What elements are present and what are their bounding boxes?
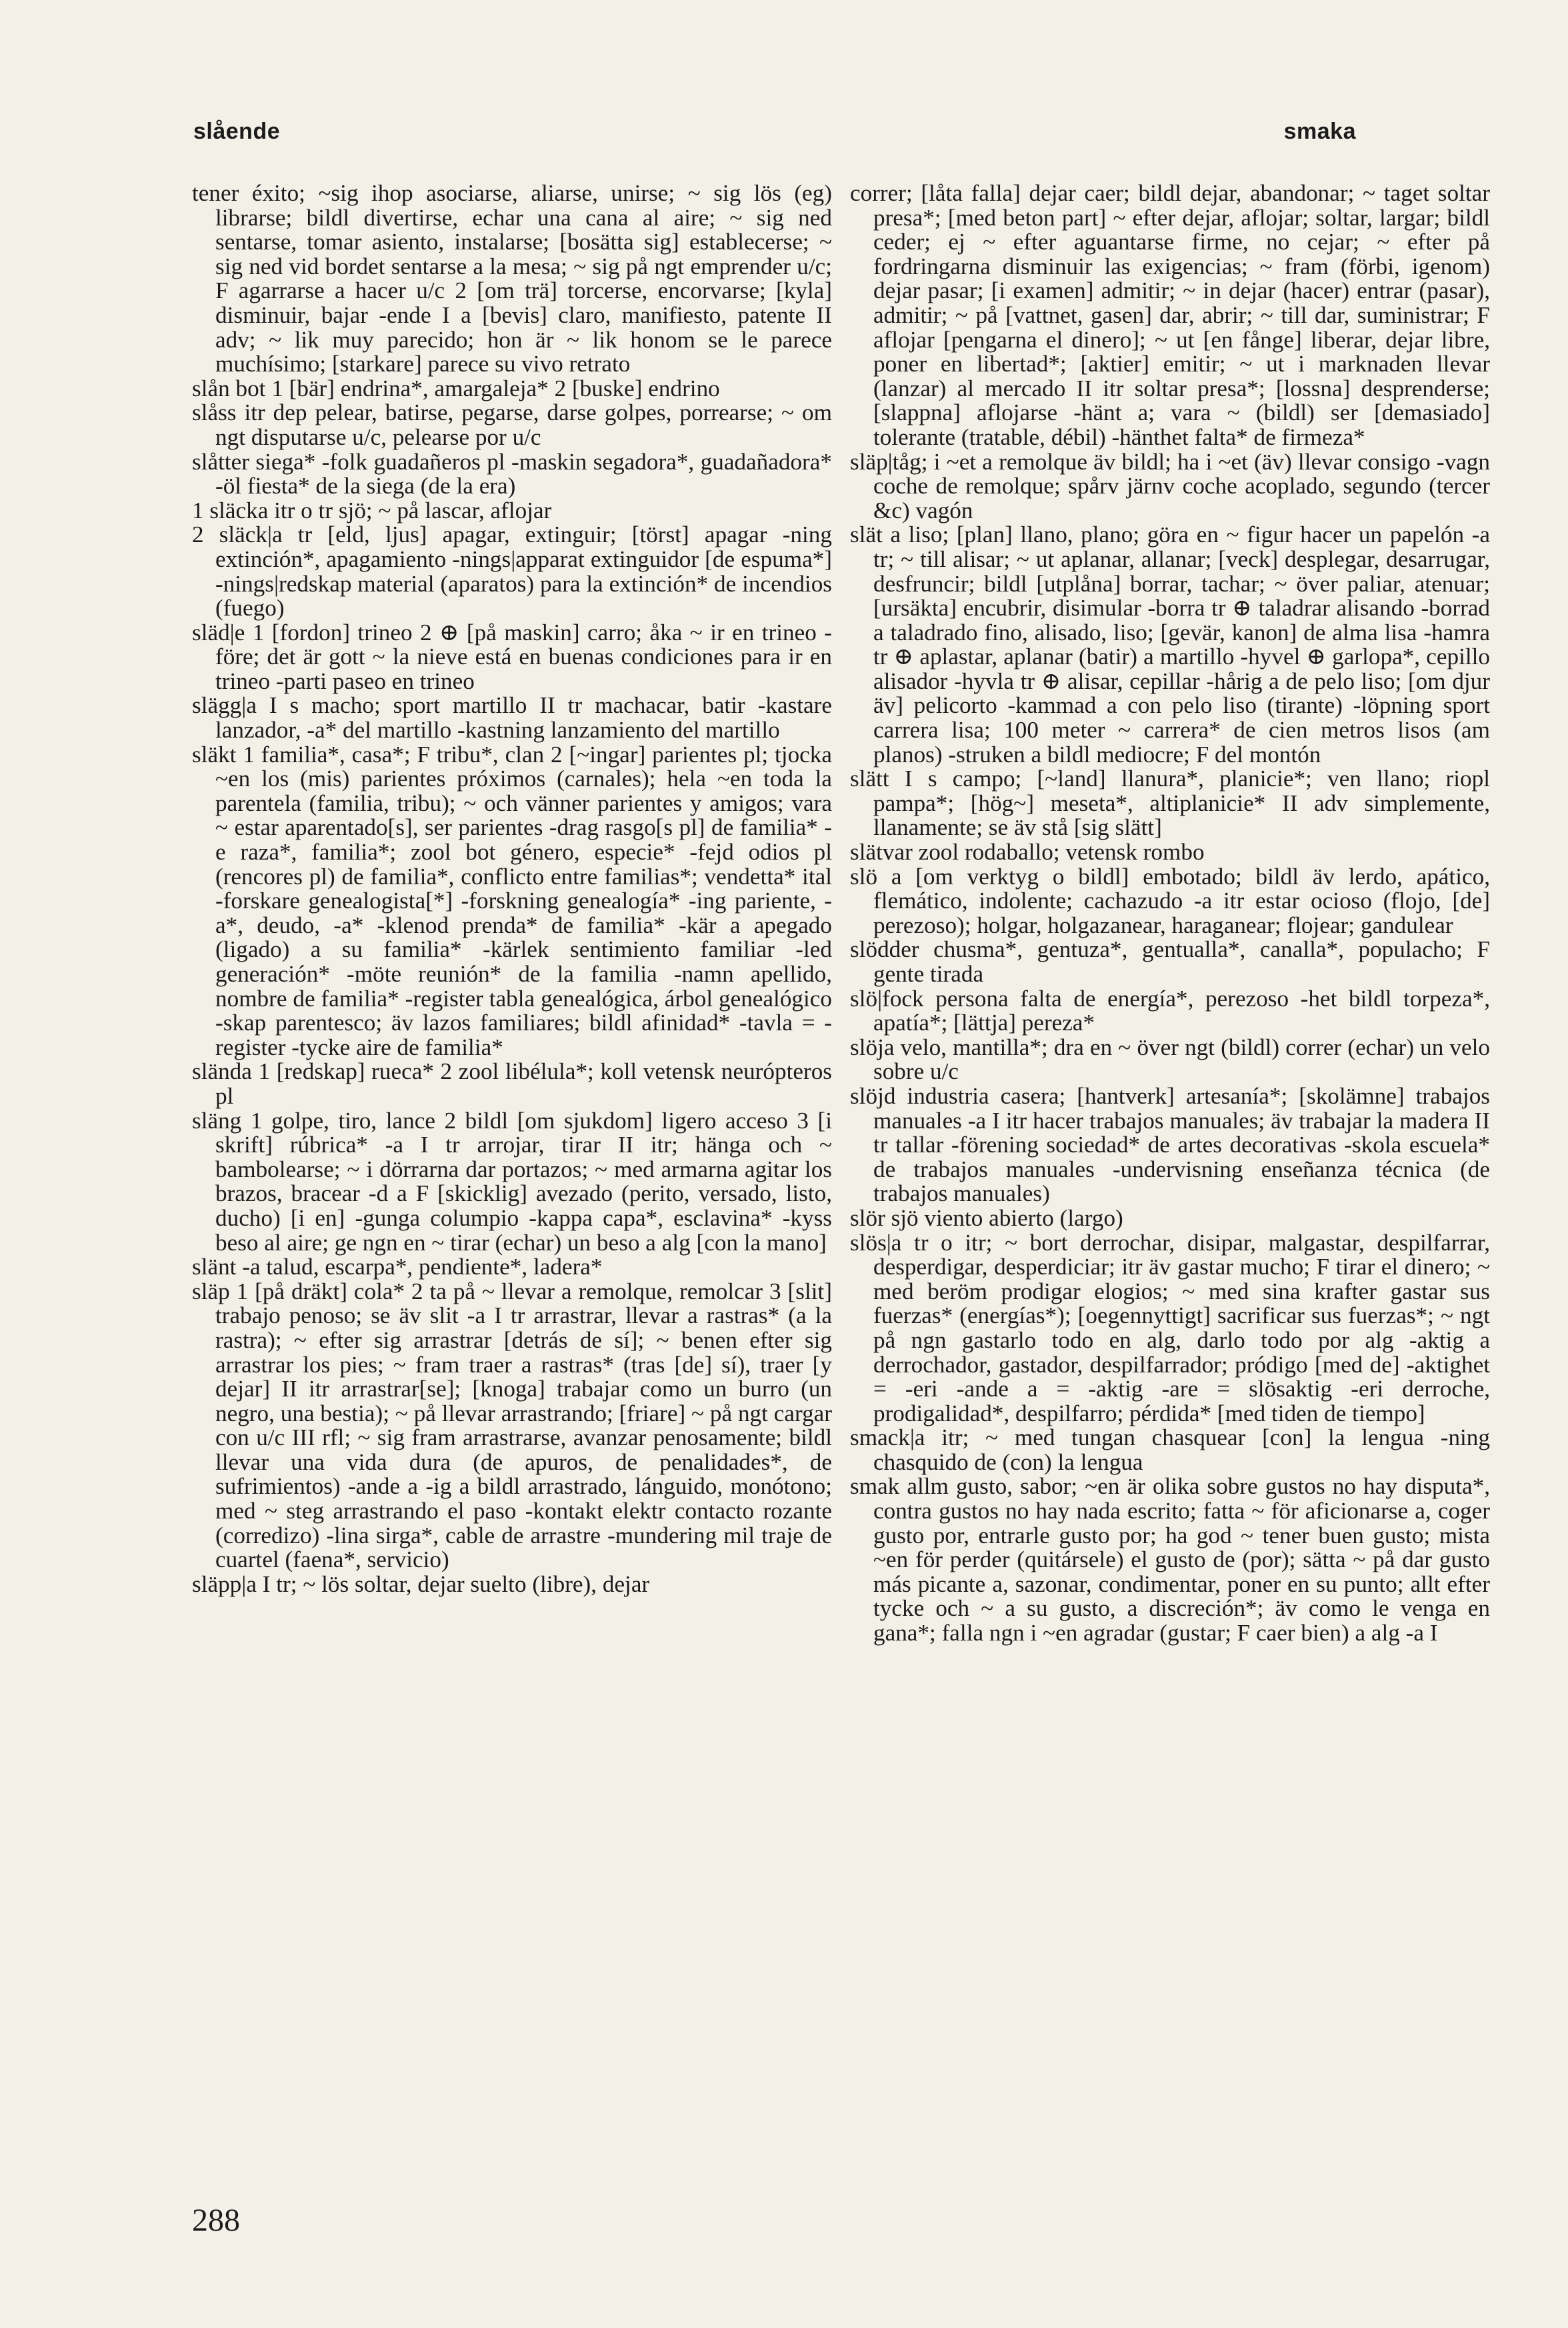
dictionary-entry: slåtter siega* -folk guadañeros pl -maskin segadora*, guadañadora* -öl fiesta* de la siega (de la era) <box>192 448 832 499</box>
dictionary-entry: släpp|a I tr; ~ lös soltar, dejar suelto (libre), dejar <box>192 1570 650 1597</box>
dictionary-entry: slöja velo, mantilla*; dra en ~ över ngt (bildl) correr (echar) un velo sobre u/c <box>850 1034 1490 1085</box>
dictionary-entry: slån bot 1 [bär] endrina*, amargaleja* 2 [buske] endrino <box>192 375 720 401</box>
left-column <box>192 181 832 1596</box>
dictionary-entry: slö a [om verktyg o bildl] embotado; bildl äv lerdo, apático, flemático, indolente; cachazudo -a itr estar ocioso (flojo, [de] perezoso); holgar, holgazanear, haraganear; flojear; gandulear <box>850 863 1490 938</box>
dictionary-entry: smack|a itr; ~ med tungan chasquear [con] la lengua -ning chasquido de (con) la lengua <box>850 1424 1490 1475</box>
dictionary-entry: 1 släcka itr o tr sjö; ~ på lascar, aflojar <box>192 497 552 523</box>
page-number: 288 <box>192 2203 240 2238</box>
right-column <box>850 181 1490 1646</box>
dictionary-entry: slåss itr dep pelear, batirse, pegarse, darse golpes, porrearse; ~ om ngt disputarse u/c, pelearse por u/c <box>192 399 832 450</box>
dictionary-entry: släp|tåg; i ~et a remolque äv bildl; ha i ~et (äv) llevar consigo -vagn coche de remolque; spårv järnv coche acoplado, segundo (tercer &c) vagón <box>850 448 1490 523</box>
running-head-right: smaka <box>1283 119 1356 144</box>
dictionary-entry: slö|fock persona falta de energía*, perezoso -het bildl torpeza*, apatía*; [lättja] pereza* <box>850 985 1490 1036</box>
dictionary-entry: slät a liso; [plan] llano, plano; göra en ~ figur hacer un papelón -a tr; ~ till alisar; ~ ut aplanar, allanar; [veck] desplegar, desarrugar, desfruncir; bildl [utplåna] borrar, tachar; ~ över paliar, atenuar; [ursäkta] encubrir, disimular -borra tr ⊕ taladrar alisando -borrad a taladrado fino, alisado, liso; [gevär, kanon] de alma lisa -hamra tr ⊕ aplastar, aplanar (batir) a martillo -hyvel ⊕ garlopa*, cepillo alisador -hyvla tr ⊕ alisar, cepillar -hårig a de pelo liso; [om djur äv] pelicorto -kammad a con pelo liso (tirante) -löpning sport carrera lisa; 100 meter ~ carrera* de cien metros lisos (am planos) -struken a bildl mediocre; F del montón <box>850 521 1490 768</box>
dictionary-entry: släng 1 golpe, tiro, lance 2 bildl [om sjukdom] ligero acceso 3 [i skrift] rúbrica* -a I tr arrojar, tirar II itr; hänga och ~ bambolearse; ~ i dörrarna dar portazos; ~ med armarna agitar los brazos, bracear -d a F [skicklig] avezado (perito, versado, listo, ducho) [i en] -gunga columpio -kappa capa*, esclavina* -kyss beso al aire; ge ngn en ~ tirar (echar) un beso a alg [con la mano] <box>192 1107 832 1256</box>
dictionary-entry: släd|e 1 [fordon] trineo 2 ⊕ [på maskin] carro; åka ~ ir en trineo -före; det är gott ~ la nieve está en buenas condiciones para ir en trineo -parti paseo en trineo <box>192 619 832 694</box>
dictionary-entry: släp 1 [på dräkt] cola* 2 ta på ~ llevar a remolque, remolcar 3 [slit] trabajo penoso; se äv slit -a I tr arrastrar, llevar a rastras* (a la rastra); ~ efter sig arrastrar [detrás de sí]; ~ benen efter sig arrastrar los pies; ~ fram traer a rastras* (tras [de] sí), traer [y dejar] II itr arrastrar[se]; [knoga] trabajar como un burro (un negro, una bestia); ~ på llevar arrastrando; [friare] ~ på ngt cargar con u/c III rfl; ~ sig fram arrastrarse, avanzar penosamente; bildl llevar una vida dura (de apuros, de penalidades*, de sufrimientos) -ande a -ig a bildl arrastrado, lánguido, monótono; med ~ steg arrastrando el paso -kontakt elektr contacto rozante (corredizo) -lina sirga*, cable de arrastre -mundering mil traje de cuartel (faena*, servicio) <box>192 1278 832 1573</box>
dictionary-entry: släkt 1 familia*, casa*; F tribu*, clan 2 [~ingar] parientes pl; tjocka ~en los (mis) parientes próximos (carnales); hela ~en toda la parentela (familia, tribu); ~ och vänner parientes y amigos; vara ~ estar aparentado[s], ser parientes -drag rasgo[s pl] de familia* -e raza*, familia*; zool bot género, especie* -fejd odios pl (rencores pl) de familia*, conflicto entre familias*; vendetta* ital -forskare genealogista[*] -forskning genealogía* -ing pariente, -a*, deudo, -a* -klenod prenda* de familia* -kär a apegado (ligado) a su familia* -kärlek sentimiento familiar -led generación* -möte reunión* de la familia -namn apellido, nombre de familia* -register tabla genealógica, árbol genealógico -skap parentesco; äv lazos familiares; bildl afinidad* -tavla = -register -tycke aire de familia* <box>192 741 832 1060</box>
dictionary-entry: correr; [låta falla] dejar caer; bildl dejar, abandonar; ~ taget soltar presa*; [med beton part] ~ efter dejar, aflojar; soltar, largar; bildl ceder; ej ~ efter aguantarse firme, no cejar; ~ efter på fordringarna disminuir las exigencias; ~ fram (förbi, igenom) dejar pasar; [i examen] admitir; ~ in dejar (hacer) entrar (pasar), admitir; ~ på [vattnet, gasen] dar, abrir; ~ till dar, suministrar; F aflojar [pengarna el dinero]; ~ ut [en fånge] liberar, dejar libre, poner en libertad*; [aktier] emitir; ~ ut i marknaden llevar (lanzar) al mercado II itr soltar presa*; [lossna] desprenderse; [slappna] aflojarse -hänt a; vara ~ (bildl) ser [demasiado] tolerante (tratable, débil) -hänthet falta* de firmeza* <box>850 180 1490 450</box>
dictionary-entry: slätvar zool rodaballo; vetensk rombo <box>850 839 1205 866</box>
dictionary-entry: 2 släck|a tr [eld, ljus] apagar, extinguir; [törst] apagar -ning extinción*, apagamiento -nings|apparat extinguidor [de espuma*] -nings|redskap material (aparatos) para la extinción* de incendios (fuego) <box>192 521 832 622</box>
dictionary-entry: slätt I s campo; [~land] llanura*, planicie*; ven llano; riopl pampa*; [hög~] meseta*, altiplanicie* II adv simplemente, llanamente; se äv stå [sig slätt] <box>850 766 1490 841</box>
dictionary-entry: slös|a tr o itr; ~ bort derrochar, disipar, malgastar, despilfarrar, desperdigar, desperdiciar; itr äv gastar mucho; F tirar el dinero; ~ med beröm prodigar elogios; ~ med sina krafter gastar sus fuerzas* (energías*); [oegennyttigt] sacrificar sus fuerzas*; ~ ngt på ngn gastarlo todo en alg, darlo todo por alg -aktig a derrochador, gastador, despilfarrador; pródigo [med de] -aktighet = -eri -ande a = -aktig -are = slösaktig -eri derroche, prodigalidad*, despilfarro; pérdida* [med tiden de tiempo] <box>850 1229 1490 1426</box>
running-head-left: slående <box>193 119 281 144</box>
dictionary-entry: slödder chusma*, gentuza*, gentualla*, canalla*, populacho; F gente tirada <box>850 936 1490 987</box>
dictionary-entry: tener éxito; ~sig ihop asociarse, aliarse, unirse; ~ sig lös (eg) librarse; bildl divertirse, echar una cana al aire; ~ sig ned sentarse, tomar asiento, instalarse; [bosätta sig] establecerse; ~ sig ned vid bordet sentarse a la mesa; ~ sig på ngt emprender u/c; F agarrarse a hacer u/c 2 [om trä] torcerse, encorvarse; [kyla] disminuir, bajar -ende I a [bevis] claro, manifiesto, patente II adv; ~ lik muy parecido; hon är ~ lik honom se le parece muchísimo; [starkare] parece su vivo retrato <box>192 180 832 377</box>
dictionary-entry: slägg|a I s macho; sport martillo II tr machacar, batir -kastare lanzador, -a* del martillo -kastning lanzamiento del martillo <box>192 692 832 744</box>
dictionary-entry: slänt -a talud, escarpa*, pendiente*, ladera* <box>192 1254 603 1280</box>
dictionary-entry: slöjd industria casera; [hantverk] artesanía*; [skolämne] trabajos manuales -a I itr hacer trabajos manuales; äv trabajar la madera II tr tallar -förening sociedad* de artes decorativas -skola escuela* de trabajos manuales -undervisning enseñanza técnica (de trabajos manuales) <box>850 1082 1490 1207</box>
dictionary-entry: smak allm gusto, sabor; ~en är olika sobre gustos no hay disputa*, contra gustos no hay nada escrito; fatta ~ för aficionarse a, coger gusto por, entrarle gusto por; ha god ~ tener buen gusto; mista ~en för perder (quitársele) el gusto de (por); sätta ~ på dar gusto más picante a, sazonar, condimentar, poner en su punto; allt efter tycke och ~ a su gusto, a discreción*; äv como le venga en gana*; falla ngn i ~en agradar (gustar; F caer bien) a alg -a I <box>850 1473 1490 1646</box>
dictionary-entry: slör sjö viento abierto (largo) <box>850 1204 1123 1231</box>
dictionary-entry: slända 1 [redskap] rueca* 2 zool libélula*; koll vetensk neurópteros pl <box>192 1058 832 1109</box>
